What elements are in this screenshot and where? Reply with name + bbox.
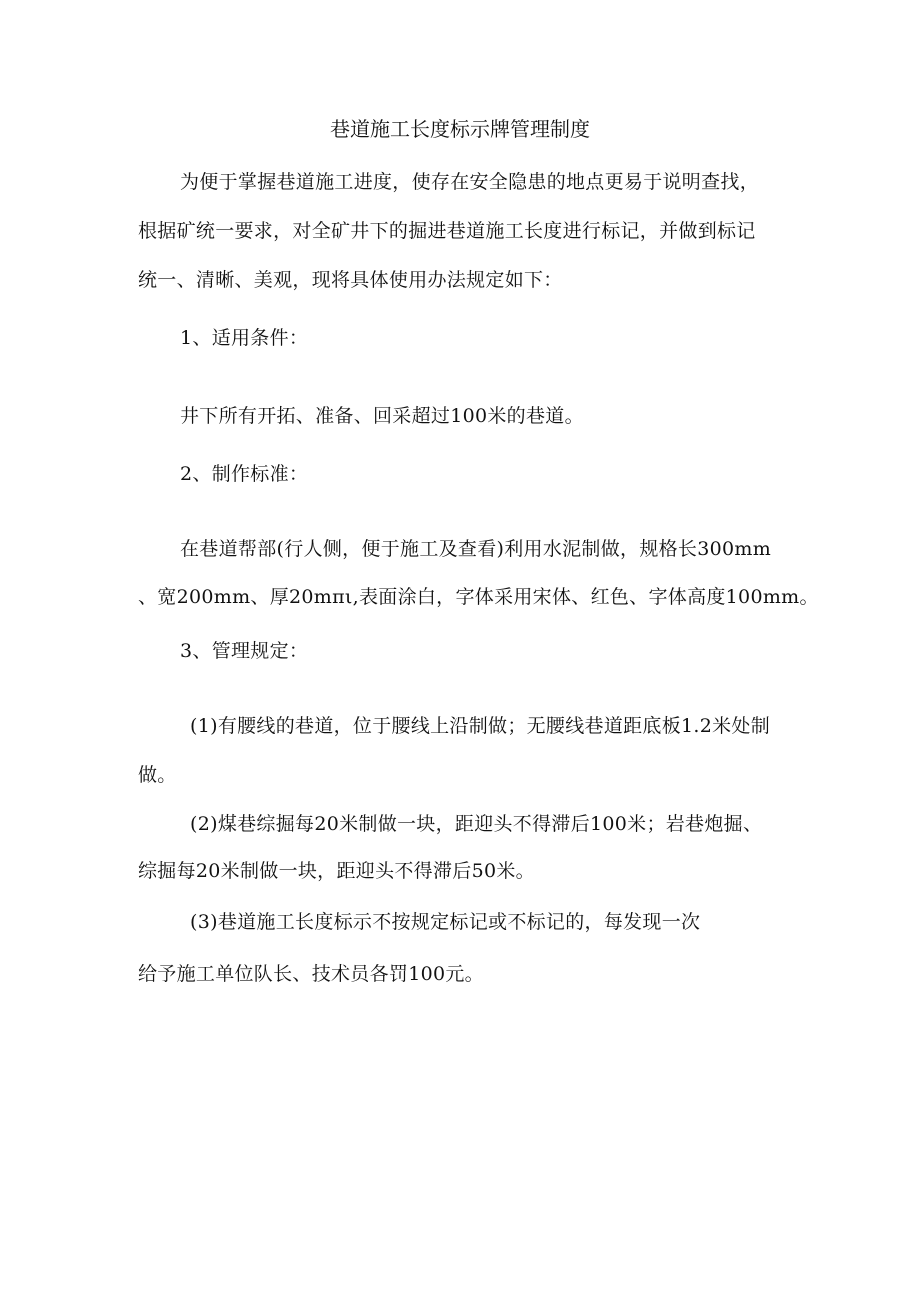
- rule-2-line-2: 综掘每20米制做一块，距迎头不得滞后50米。: [138, 860, 535, 882]
- intro-line-3: 统一、清晰、美观，现将具体使用办法规定如下：: [138, 269, 563, 291]
- document-title: 巷道施工长度标示牌管理制度: [330, 117, 590, 141]
- section-1-body: 井下所有开拓、准备、回采超过100米的巷道。: [180, 405, 584, 427]
- intro-line-1: 为便于掌握巷道施工进度，使存在安全隐患的地点更易于说明查找，: [180, 171, 760, 193]
- rule-1-line-2: 做。: [138, 764, 177, 786]
- section-2-heading: 2、制作标准：: [180, 463, 309, 485]
- intro-line-2: 根据矿统一要求，对全矿井下的掘进巷道施工长度进行标记，并做到标记: [138, 220, 756, 242]
- rule-1-line-1: (1)有腰线的巷道，位于腰线上沿制做；无腰线巷道距底板1.2米处制: [190, 715, 771, 737]
- rule-3-line-2: 给予施工单位队长、技术员各罚100元。: [138, 963, 484, 985]
- section-2-line-2: 、宽200mm、厚20mπι,表面涂白，字体采用宋体、红色、字体高度100mm。: [138, 586, 819, 608]
- section-3-heading: 3、管理规定：: [180, 640, 309, 662]
- rule-2-line-1: (2)煤巷综掘每20米制做一块，距迎头不得滞后100米；岩巷炮掘、: [190, 813, 763, 835]
- section-2-line-1: 在巷道帮部(行人侧，便于施工及查看)利用水泥制做，规格长300mm: [180, 538, 772, 560]
- section-1-heading: 1、适用条件：: [180, 327, 309, 349]
- rule-3-line-1: (3)巷道施工长度标示不按规定标记或不标记的，每发现一次: [190, 911, 701, 933]
